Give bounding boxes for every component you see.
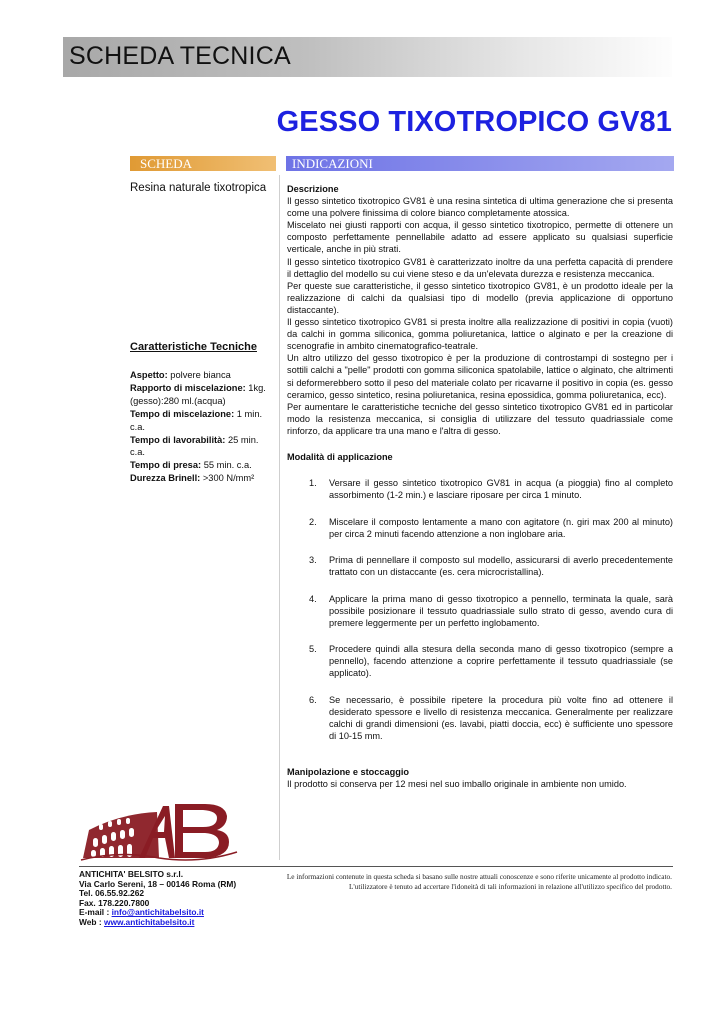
- spec-label: Tempo di lavorabilità:: [130, 434, 226, 445]
- spec-value: 55 min. c.a.: [201, 460, 252, 471]
- spec-value: 1kg.(gesso):280 ml.(acqua): [130, 382, 266, 406]
- descrizione-title: Descrizione: [287, 184, 339, 194]
- list-item: [287, 554, 673, 578]
- list-item: [287, 477, 673, 501]
- main-column: [287, 183, 673, 791]
- descrizione-paragraph: Un altro utilizzo del gesso tixotropico è per la produzione di controstampi di sostegno per i sottili calchi a "pelle" prodotti con gomma siliconica spatolabile, lattice o alginato, che altrimenti si deformerebbero sotto il peso del materiale colato per ricavarne il positivo in copia (es. gesso ceramico, gesso sintetico, resina poliuretanica, resina epossidica, gomma poliuretanica, ecc).: [287, 353, 673, 400]
- modalita-title: Modalità di applicazione: [287, 451, 393, 462]
- email-label: E-mail :: [79, 907, 112, 917]
- step-text: Applicare la prima mano di gesso tixotropico a pennello, terminata la quale, sarà possibile posizionare il tessuto quadriassiale sullo strato di gesso, avendo cura di premere leggermente per un perfetto inglobamento.: [329, 593, 673, 628]
- company-tel: Tel. 06.55.92.262: [79, 888, 145, 898]
- spec-value: 1 min. c.a.: [130, 408, 263, 432]
- product-title: GESSO TIXOTROPICO GV81: [276, 106, 672, 138]
- column-divider: [279, 175, 280, 860]
- company-web-row: [79, 918, 236, 928]
- step-number: 6.: [309, 694, 317, 705]
- step-number: 3.: [309, 555, 317, 566]
- colosseum-ab-logo-icon: [79, 798, 239, 864]
- step-text: Procedere quindi alla stesura della seconda mano di gesso tixotropico (sempre a pennello), facendo attenzione a coprire perfettamente il tessuto quadriassiale (se applicato).: [329, 644, 673, 679]
- descrizione-paragraph: Per queste sue caratteristiche, il gesso sintetico tixotropico GV81, è un prodotto ideale per la realizzazione di calchi da qualsiasi tipo di modello (previa applicazione di opportuno distaccante).: [287, 280, 673, 315]
- spec-value: 25 min. c.a.: [130, 434, 259, 458]
- header-bar: [63, 37, 672, 77]
- spec-value: >300 N/mm²: [200, 473, 255, 484]
- disclaimer-line: L'utilizzatore è tenuto ad accertare l'idoneità di tali informazioni in relazione all'utilizzo specifico del prodotto.: [348, 881, 672, 891]
- specs-title: Caratteristiche Tecniche: [130, 341, 257, 353]
- disclaimer-line: Le informazioni contenute in questa scheda si basano sulle nostre attuali conoscenze e sono riferite unicamente al prodotto indicato.: [286, 872, 672, 881]
- column-header-scheda: SCHEDA: [130, 156, 276, 171]
- spec-value: polvere bianca: [167, 370, 231, 380]
- column-header-indicazioni: INDICAZIONI: [286, 156, 674, 171]
- header-title: SCHEDA TECNICA: [69, 42, 291, 70]
- descrizione-paragraph: Per aumentare le caratteristiche tecniche del gesso sintetico tixotropico GV81 ed in particolar modo la resistenza meccanica, si consiglia di utilizzare del tessuto quadriassiale come rinforzo, da applicare tra una mano e l'altra di gesso.: [287, 401, 673, 436]
- step-number: 1.: [309, 478, 317, 489]
- spec-row: [130, 382, 276, 408]
- company-name: ANTICHITA' BELSITO s.r.l.: [79, 869, 184, 879]
- list-item: [287, 643, 673, 679]
- step-number: 4.: [309, 593, 317, 604]
- descrizione-paragraph: Il gesso sintetico tixotropico GV81 si presta inoltre alla realizzazione di positivi in copia (vuoti) da calchi in gomma siliconica, gomma poliuretanica, lattice o alginato e per la creazione di scenografie in ambito cinematografico-teatrale.: [287, 317, 673, 352]
- list-item: [287, 593, 673, 629]
- spec-row: [130, 472, 276, 485]
- material-type: Resina naturale tixotropica: [130, 182, 267, 194]
- spec-row: [130, 408, 276, 434]
- application-steps: [287, 477, 673, 742]
- step-text: Prima di pennellare il composto sul modello, assicurarsi di averlo precedentemente trattato con un distaccante (es. cera microcristallina).: [329, 555, 673, 578]
- disclaimer: [272, 872, 672, 891]
- spec-label: Rapporto di miscelazione:: [130, 382, 246, 393]
- company-info: [79, 870, 236, 927]
- stoccaggio-text: Il prodotto si conserva per 12 mesi nel suo imballo originale in ambiente non umido.: [287, 779, 627, 790]
- list-item: [287, 516, 673, 540]
- web-link[interactable]: www.antichitabelsito.it: [103, 916, 195, 927]
- spec-label: Tempo di presa:: [130, 460, 202, 471]
- spec-row: [130, 434, 276, 460]
- web-label: Web :: [79, 916, 104, 927]
- stoccaggio-title: Manipolazione e stoccaggio: [287, 767, 410, 778]
- company-fax: Fax. 178.220.7800: [79, 897, 150, 908]
- company-address: Via Carlo Sereni, 18 – 00146 Roma (RM): [79, 878, 237, 889]
- spec-label: Durezza Brinell:: [130, 473, 201, 484]
- spec-label: Tempo di miscelazione:: [130, 408, 235, 419]
- spec-row: [130, 369, 276, 382]
- list-item: [287, 694, 673, 742]
- descrizione-paragraph: Il gesso sintetico tixotropico GV81 è caratterizzato inoltre da una perfetta capacità di prendere il dettaglio del modello su cui viene steso e da un'elevata durezza e resistenza meccanica.: [287, 256, 673, 279]
- footer-divider: [79, 866, 673, 867]
- spec-label: Aspetto:: [130, 370, 168, 380]
- email-link[interactable]: info@antichitabelsito.it: [111, 907, 204, 917]
- spec-row: [130, 459, 276, 472]
- step-text: Versare il gesso sintetico tixotropico GV81 in acqua (a pioggia) fino al completo assorbimento (1-2 min.) e lasciare riposare per circa 1 minuto.: [329, 478, 673, 501]
- descrizione-paragraph: Il gesso sintetico tixotropico GV81 è una resina sintetica di ultima generazione che si presenta come una polvere finissima di colore bianco completamente atossica.: [287, 196, 673, 219]
- step-number: 5.: [309, 644, 317, 655]
- step-number: 2.: [309, 516, 317, 527]
- step-text: Se necessario, è possibile ripetere la procedura più volte fino ad ottenere il desiderato spessore e livello di resistenza meccanica. Generalmente per realizzare calchi di grandi dimensioni (es. lavabi, piatti doccia, ecc) è sufficiente uno spessore di 10-15 mm.: [329, 694, 673, 741]
- specs-list: [130, 369, 276, 485]
- step-text: Miscelare il composto lentamente a mano con agitatore (n. giri max 200 al minuto) per circa 2 minuti facendo attenzione a non inglobare aria.: [329, 516, 673, 539]
- descrizione-paragraph: Miscelato nei giusti rapporti con acqua, il gesso sintetico tixotropico, permette di ottenere un composto perfettamente pennellabile adatto ad essere applicato su qualsiasi superficie verticale, anche in più strati.: [287, 220, 673, 255]
